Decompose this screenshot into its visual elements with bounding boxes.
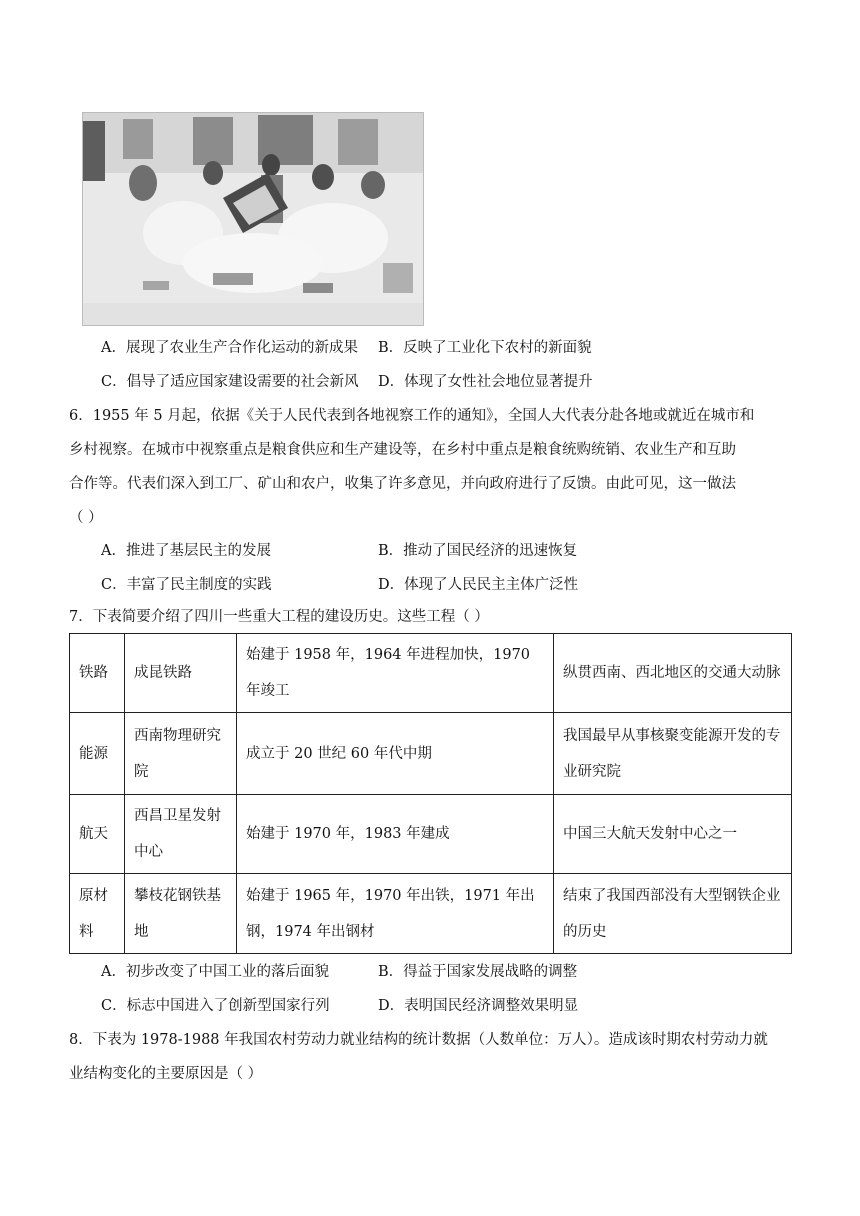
q6-option-a: A．推进了基层民主的发展	[101, 543, 271, 559]
q7-option-b: B．得益于国家发展战略的调整	[378, 964, 578, 980]
q6-option-b: B．推动了国民经济的迅速恢复	[378, 543, 578, 559]
q8-stem-line-1: 8．下表为 1978-1988 年我国农村劳动力就业结构的统计数据（人数单位：万人）。造成该时期农村劳动力就	[69, 1032, 768, 1048]
historical-photo	[82, 112, 424, 326]
table-cell-significance: 中国三大航天发射中心之一	[554, 795, 792, 874]
table-cell-significance: 纵贯西南、西北地区的交通大动脉	[554, 634, 792, 713]
table-cell-name: 成昆铁路	[125, 634, 237, 713]
q6-option-d: D．体现了人民民主主体广泛性	[378, 577, 579, 593]
table-cell-significance: 我国最早从事核聚变能源开发的专业研究院	[554, 713, 792, 795]
q7-option-a: A．初步改变了中国工业的落后面貌	[101, 964, 329, 980]
table-cell-name: 西南物理研究院	[125, 713, 237, 795]
q6-stem-line-1: 6．1955 年 5 月起，依据《关于人民代表到各地视察工作的通知》，全国人大代表分赴各地或就近在城市和	[69, 408, 755, 424]
q7-option-c: C．标志中国进入了创新型国家行列	[101, 998, 330, 1014]
table-cell-field: 铁路	[70, 634, 125, 713]
table-row	[70, 874, 792, 954]
q6-stem-line-2: 乡村视察。在城市中视察重点是粮食供应和生产建设等，在乡村中重点是粮食统购统销、农业生产和互助	[69, 442, 736, 458]
table-cell-history: 始建于 1970 年，1983 年建成	[237, 795, 554, 874]
table-cell-field: 原材料	[70, 874, 125, 954]
table-cell-name: 攀枝花钢铁基地	[125, 874, 237, 954]
q5-option-b: B．反映了工业化下农村的新面貌	[378, 340, 592, 356]
q5-option-a: A．展现了农业生产合作化运动的新成果	[101, 340, 358, 356]
table-row	[70, 713, 792, 795]
table-cell-history: 始建于 1958 年，1964 年进程加快，1970 年竣工	[237, 634, 554, 713]
table-cell-name: 西昌卫星发射中心	[125, 795, 237, 874]
table-cell-field: 能源	[70, 713, 125, 795]
table-row	[70, 634, 792, 713]
q5-option-c: C．倡导了适应国家建设需要的社会新风	[101, 374, 359, 390]
table-cell-significance: 结束了我国西部没有大型钢铁企业的历史	[554, 874, 792, 954]
photo-illustration	[83, 113, 423, 325]
table-cell-history: 成立于 20 世纪 60 年代中期	[237, 713, 554, 795]
q6-option-c: C．丰富了民主制度的实践	[101, 577, 272, 593]
q7-table	[69, 633, 792, 954]
table-row	[70, 795, 792, 874]
q6-stem-line-4: （ ）	[69, 510, 103, 526]
table-cell-history: 始建于 1965 年，1970 年出铁，1971 年出钢，1974 年出钢材	[237, 874, 554, 954]
table-cell-field: 航天	[70, 795, 125, 874]
q7-option-d: D．表明国民经济调整效果明显	[378, 998, 579, 1014]
q6-stem-line-3: 合作等。代表们深入到工厂、矿山和农户，收集了许多意见，并向政府进行了反馈。由此可见，这一做法	[69, 476, 736, 492]
q7-stem: 7．下表简要介绍了四川一些重大工程的建设历史。这些工程（ ）	[69, 609, 489, 625]
q8-stem-line-2: 业结构变化的主要原因是（ ）	[69, 1066, 263, 1082]
q5-option-d: D．体现了女性社会地位显著提升	[378, 374, 593, 390]
